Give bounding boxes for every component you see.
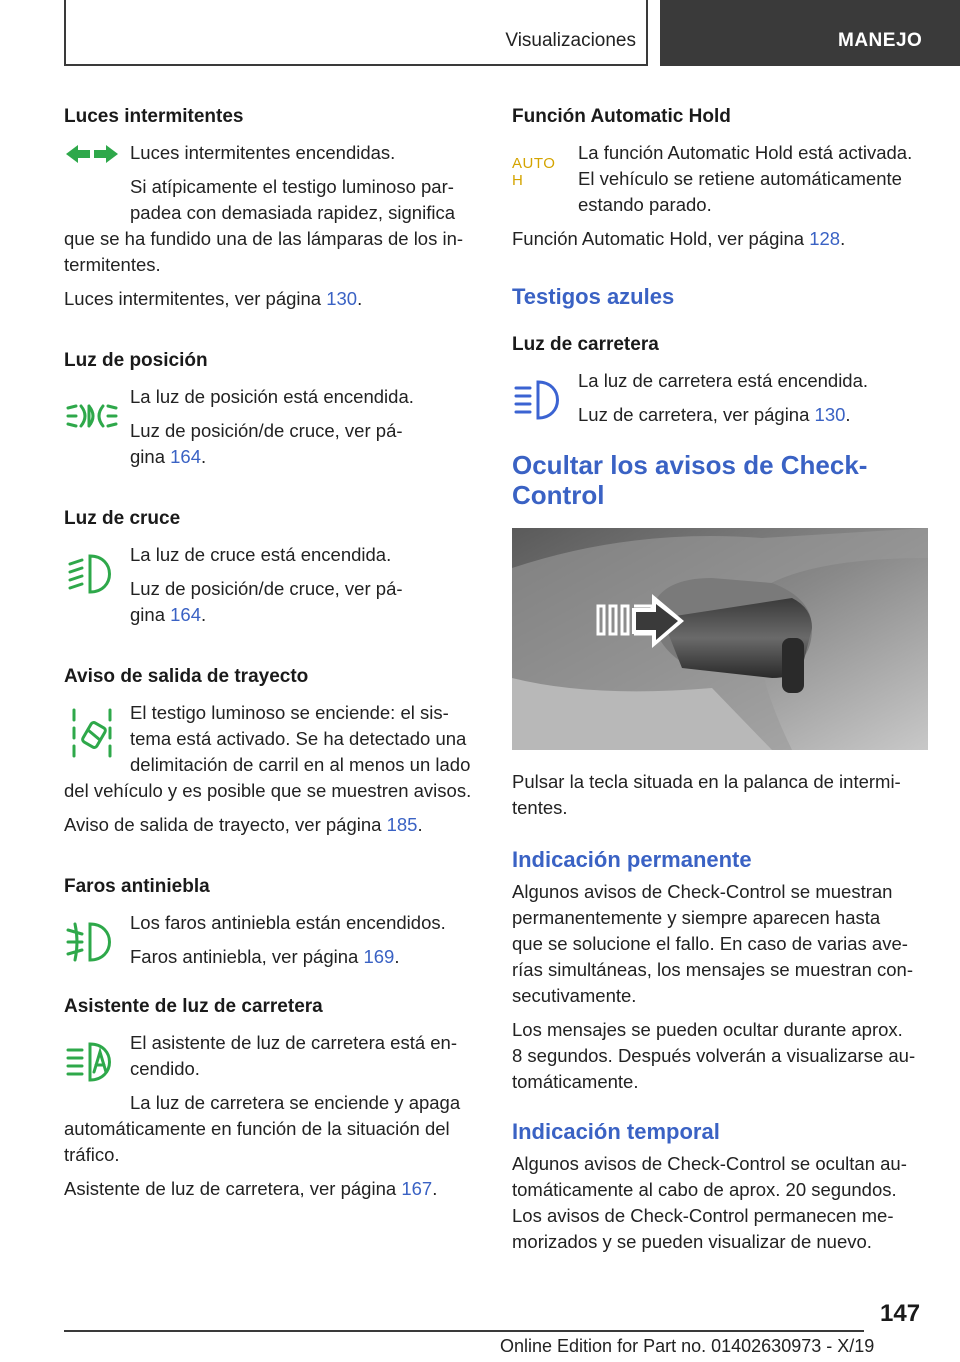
fog-lights-heading: Faros antiniebla — [64, 876, 210, 897]
high-beam-icon — [512, 370, 568, 430]
fog-lights-ref — [130, 944, 480, 970]
left-column — [64, 104, 480, 1202]
parking-light-page-link[interactable]: 164 — [170, 446, 201, 467]
turn-signal-lever-photo — [512, 528, 928, 750]
low-beam-icon — [64, 544, 120, 604]
turn-signals-ref — [64, 286, 480, 312]
parking-light-ref-text: gina — [130, 446, 171, 467]
automatic-hold-entry — [512, 140, 928, 218]
lever-caption-line-1: Pulsar la tecla situada en la palanca de intermi- — [512, 771, 901, 792]
header-chapter-tab — [660, 0, 960, 66]
low-beam-text-1: La luz de cruce está encendida. — [130, 544, 392, 565]
turn-signal-arrows-icon — [64, 142, 120, 202]
parking-light-entry — [64, 384, 480, 470]
hide-check-control-heading — [512, 450, 928, 510]
turn-signals-text-2d: termitentes. — [64, 254, 161, 275]
lane-departure-ref-dot: . — [417, 814, 423, 835]
turn-signals-ref-dot: . — [357, 288, 363, 309]
permanent-text-1b: permanentemente y siempre aparecen hasta — [512, 907, 881, 928]
temporary-indication-heading: Indicación temporal — [512, 1119, 720, 1144]
lane-departure-text-1a: El testigo luminoso se enciende: el sis- — [130, 702, 449, 723]
right-column — [512, 104, 928, 1255]
high-beam-page-link[interactable]: 130 — [814, 404, 846, 425]
high-beam-entry — [512, 368, 928, 428]
temporary-text-1b: tomáticamente al cabo de aprox. 20 segundos. — [512, 1179, 897, 1200]
footer-divider — [64, 1330, 864, 1332]
hide-check-control-heading-line-2: Control — [512, 480, 605, 510]
parking-light-text-1: La luz de posición está encendida. — [130, 386, 414, 407]
turn-signals-text-2b: padea con demasiada rapidez, significa — [130, 202, 455, 223]
parking-light-icon — [64, 386, 120, 446]
permanent-text-2a: Los mensajes se pueden ocultar durante aprox. — [512, 1019, 903, 1040]
low-beam-heading: Luz de cruce — [64, 508, 181, 529]
lane-departure-heading: Aviso de salida de trayecto — [64, 666, 309, 687]
turn-signals-ref-text: Luces intermitentes, ver página — [64, 288, 327, 309]
high-beam-assistant-text-2b: automáticamente en función de la situación del — [64, 1118, 450, 1139]
automatic-hold-page-link[interactable]: 128 — [809, 228, 841, 249]
low-beam-page-link[interactable]: 164 — [170, 604, 201, 625]
high-beam-assistant-page-link[interactable]: 167 — [401, 1178, 433, 1199]
low-beam-ref-text: gina — [130, 604, 171, 625]
high-beam-assistant-text-1a: El asistente de luz de carretera está en- — [130, 1032, 458, 1053]
footer-edition-text: Online Edition for Part no. 01402630973 - X/19 — [500, 1336, 875, 1356]
automatic-hold-text-1a: La función Automatic Hold está activada. — [578, 142, 913, 163]
fog-lights-page-link[interactable]: 169 — [363, 946, 395, 967]
low-beam-ref-dot: . — [201, 604, 207, 625]
header-box — [64, 0, 648, 66]
parking-light-ref-dot: . — [201, 446, 207, 467]
turn-signals-text-2a: Si atípicamente el testigo luminoso par- — [130, 176, 454, 197]
high-beam-assistant-ref-text: Asistente de luz de carretera, ver página — [64, 1178, 402, 1199]
high-beam-heading: Luz de carretera — [512, 334, 659, 355]
fog-lights-ref-text: Faros antiniebla, ver página — [130, 946, 364, 967]
automatic-hold-ref — [512, 226, 928, 252]
lane-departure-text-1d: del vehículo y es posible que se muestren avisos. — [64, 780, 472, 801]
blue-indicators-heading: Testigos azules — [512, 284, 675, 309]
parking-light-text-2a: Luz de posición/de cruce, ver pá- — [130, 420, 403, 441]
parking-light-heading: Luz de posición — [64, 350, 208, 371]
parking-light-ref — [130, 444, 480, 470]
low-beam-entry — [64, 542, 480, 628]
high-beam-assistant-text-2a: La luz de carretera se enciende y apaga — [130, 1092, 461, 1113]
turn-signals-heading: Luces intermitentes — [64, 106, 244, 127]
auto-hold-icon-text: AUTO H — [512, 155, 556, 189]
temporary-text-1a: Algunos avisos de Check-Control se ocultan au- — [512, 1153, 907, 1174]
lane-departure-entry — [64, 700, 480, 804]
automatic-hold-text-1c: estando parado. — [578, 194, 712, 215]
permanent-text-1a: Algunos avisos de Check-Control se muestran — [512, 881, 893, 902]
auto-hold-icon — [512, 142, 568, 202]
header-section-title: Visualizaciones — [505, 30, 636, 51]
high-beam-assistant-ref — [64, 1176, 480, 1202]
low-beam-ref — [130, 602, 480, 628]
high-beam-assistant-text-2c: tráfico. — [64, 1144, 120, 1165]
high-beam-assistant-icon — [64, 1032, 120, 1092]
automatic-hold-heading: Función Automatic Hold — [512, 106, 731, 127]
permanent-indication-heading: Indicación permanente — [512, 847, 752, 872]
temporary-text-1c: Los avisos de Check-Control permanecen me- — [512, 1205, 894, 1226]
high-beam-assistant-ref-dot: . — [432, 1178, 438, 1199]
high-beam-assistant-text-1b: cendido. — [130, 1058, 200, 1079]
lane-departure-page-link[interactable]: 185 — [386, 814, 418, 835]
lane-departure-text-1b: tema está activado. Se ha detectado una — [130, 728, 467, 749]
turn-signals-text-2c: que se ha fundido una de las lámparas de los in- — [64, 228, 464, 249]
permanent-text-2c: tomáticamente. — [512, 1071, 639, 1092]
turn-signals-page-link[interactable]: 130 — [326, 288, 358, 309]
temporary-text-1d: morizados y se pueden visualizar de nuevo. — [512, 1231, 872, 1252]
permanent-text-1d: rías simultáneas, los mensajes se muestran con- — [512, 959, 914, 980]
permanent-text-2b: 8 segundos. Después volverán a visualizarse au- — [512, 1045, 916, 1066]
lane-departure-ref — [64, 812, 480, 838]
fog-lights-text-1: Los faros antiniebla están encendidos. — [130, 912, 446, 933]
permanent-text-1c: que se solucione el fallo. En caso de varias ave- — [512, 933, 908, 954]
lane-departure-ref-text: Aviso de salida de trayecto, ver página — [64, 814, 387, 835]
high-beam-ref — [578, 402, 928, 428]
permanent-text-1e: secutivamente. — [512, 985, 637, 1006]
automatic-hold-ref-dot: . — [840, 228, 846, 249]
header-chapter-title: MANEJO — [838, 30, 923, 51]
fog-light-icon — [64, 912, 120, 972]
hide-check-control-heading-line-1: Ocultar los avisos de Check- — [512, 450, 868, 480]
lane-departure-text-1c: delimitación de carril en al menos un lado — [130, 754, 471, 775]
lane-departure-icon — [64, 702, 120, 762]
high-beam-text-1: La luz de carretera está encendida. — [578, 370, 869, 391]
turn-signals-entry — [64, 140, 480, 278]
high-beam-ref-text: Luz de carretera, ver página — [578, 404, 815, 425]
fog-lights-ref-dot: . — [394, 946, 400, 967]
page-number: 147 — [880, 1300, 921, 1327]
low-beam-text-2a: Luz de posición/de cruce, ver pá- — [130, 578, 403, 599]
lever-caption-line-2: tentes. — [512, 797, 568, 818]
high-beam-assistant-heading: Asistente de luz de carretera — [64, 996, 323, 1017]
high-beam-assistant-entry — [64, 1030, 480, 1168]
fog-lights-entry — [64, 910, 480, 970]
turn-signals-text-1: Luces intermitentes encendidas. — [130, 142, 396, 163]
high-beam-ref-dot: . — [845, 404, 851, 425]
automatic-hold-ref-text: Función Automatic Hold, ver página — [512, 228, 810, 249]
automatic-hold-text-1b: El vehículo se retiene automáticamente — [578, 168, 902, 189]
